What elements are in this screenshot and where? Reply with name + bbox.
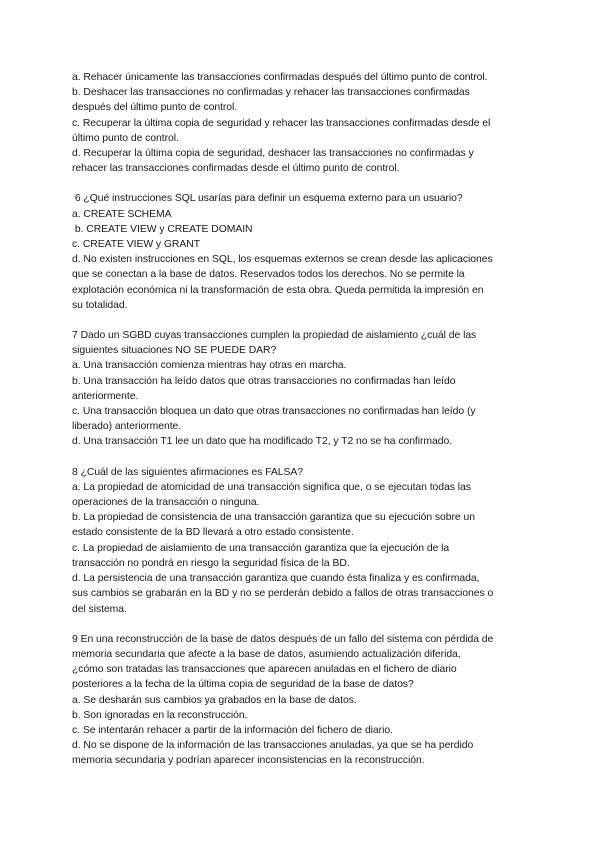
text-line: a. La propiedad de atomicidad de una transacción significa que, o se ejecutan todas las xyxy=(72,481,471,493)
text-line: a. Rehacer únicamente las transacciones confirmadas después del último punto de control. xyxy=(72,72,488,83)
text-line: operaciones de la transacción o ninguna. xyxy=(72,497,260,509)
text-line: memoria secundaria y podrían aparecer inconsistencias en la reconstrucción. xyxy=(72,755,425,767)
text-line: b. CREATE VIEW y CREATE DOMAIN xyxy=(72,223,253,235)
paragraph-gap xyxy=(72,176,534,191)
text-line: c. La propiedad de aislamiento de una transacción garantiza que la ejecución de la xyxy=(72,542,450,554)
text-line: su totalidad. xyxy=(72,299,128,311)
paragraph-gap xyxy=(72,450,534,465)
question-text: 8 ¿Cuál de las siguientes afirmaciones es FALSA? xyxy=(72,466,303,478)
question-text: 7 Dado un SGBD cuyas transacciones cumplen la propiedad de aislamiento ¿cuál de las xyxy=(72,330,477,342)
text-line: rehacer las transacciones confirmadas desde el último punto de control. xyxy=(72,163,400,175)
text-line: c. Una transacción bloquea un dato que otras transacciones no confirmadas han leído (y xyxy=(72,406,476,418)
paragraph-gap xyxy=(72,617,534,632)
question-text: posteriores a la fecha de la última copia de seguridad de la base de datos? xyxy=(72,679,414,691)
text-line: c. Recuperar la última copia de seguridad y rehacer las transacciones confirmadas desde el xyxy=(72,117,491,129)
text-line: a. Se desharán sus cambios ya grabados en la base de datos. xyxy=(72,694,357,706)
text-line: estado consistente de la BD llevará a otro estado consistente. xyxy=(72,527,354,539)
question-text: siguientes situaciones NO SE PUEDE DAR? xyxy=(72,345,277,357)
text-line: después del último punto de control. xyxy=(72,102,238,114)
text-line: b. Son ignoradas en la reconstrucción. xyxy=(72,709,248,721)
text-line: del sistema. xyxy=(72,603,127,615)
text-line: b. Una transacción ha leído datos que otras transacciones no confirmadas han leído xyxy=(72,375,456,387)
text-line: a. Una transacción comienza mientras hay otras en marcha. xyxy=(72,360,347,372)
text-line: b. La propiedad de consistencia de una transacción garantiza que su ejecución sobre un xyxy=(72,512,475,524)
question-5-options xyxy=(72,70,534,176)
text-line: c. CREATE VIEW y GRANT xyxy=(72,239,201,251)
text-line: transacción no pondrá en riesgo la seguridad física de la BD. xyxy=(72,557,350,569)
text-line: d. No existen instrucciones en SQL, los esquemas externos se crean desde las aplicaciones xyxy=(72,254,493,266)
question-text: ¿cómo son tratadas las transacciones que aparecen anuladas en el fichero de diario xyxy=(72,664,457,676)
question-8 xyxy=(72,465,534,617)
document-page xyxy=(72,70,534,769)
text-line: explotación económica ni la transformación de esta obra. Queda permitida la impresión en xyxy=(72,284,484,296)
text-line: d. Una transacción T1 lee un dato que ha modificado T2, y T2 no se ha confirmado. xyxy=(72,436,453,448)
text-line: c. Se intentarán rehacer a partir de la información del fichero de diario. xyxy=(72,724,393,736)
text-line: d. La persistencia de una transacción garantiza que cuando ésta finaliza y es confirmada, xyxy=(72,573,480,585)
question-7 xyxy=(72,328,534,450)
question-text: 9 En una reconstrucción de la base de datos después de un fallo del sistema con pérdida de xyxy=(72,633,494,645)
paragraph-gap xyxy=(72,313,534,328)
question-6 xyxy=(72,191,534,313)
text-line: último punto de control. xyxy=(72,132,179,144)
text-line: a. CREATE SCHEMA xyxy=(72,208,172,220)
text-line: sus cambios se grabarán en la BD y no se perderán debido a fallos de otras transacciones o xyxy=(72,588,494,600)
text-line: que se conectan a la base de datos. Reservados todos los derechos. No se permite la xyxy=(72,269,465,281)
text-line: d. No se dispone de la información de las transacciones anuladas, ya que se ha perdido xyxy=(72,740,474,752)
question-text: memoria secundaria que afecte a la base de datos, asumiendo actualización diferida, xyxy=(72,648,461,660)
text-line: anteriormente. xyxy=(72,390,139,402)
text-line: d. Recuperar la última copia de seguridad, deshacer las transacciones no confirmadas y xyxy=(72,148,474,160)
text-line: liberado) anteriormente. xyxy=(72,421,182,433)
question-9 xyxy=(72,632,534,769)
text-line: b. Deshacer las transacciones no confirmadas y rehacer las transacciones confirmadas xyxy=(72,87,470,99)
question-text: 6 ¿Qué instrucciones SQL usarías para definir un esquema externo para un usuario? xyxy=(72,193,463,205)
